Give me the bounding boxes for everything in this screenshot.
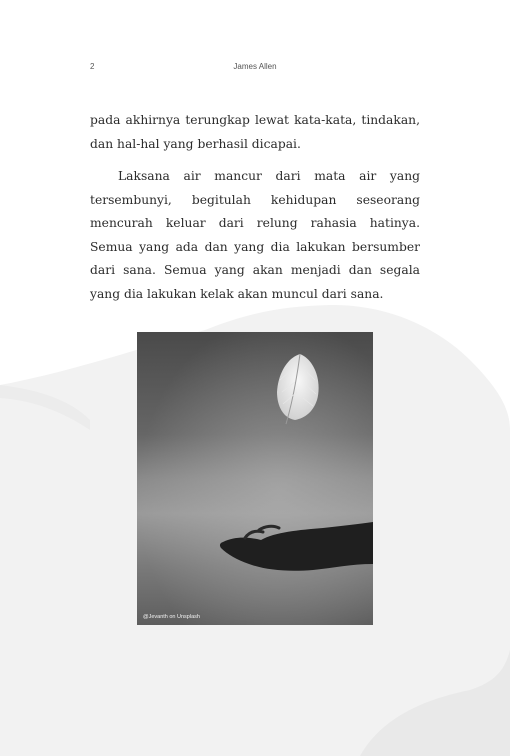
running-head-author: James Allen [233,62,277,71]
paragraph-2: Laksana air mancur dari mata air yang tersembunyi, begitulah kehidupan seseorang mencurah keluar dari relung rahasia hatinya. Semua yang ada dan yang dia lakukan bersumber dari sana. Semua yang akan menjadi dan segala yang dia lakukan kelak akan muncul dari sana. [90,169,420,301]
page-number: 2 [90,62,95,71]
paragraph-1: pada akhirnya terungkap lewat kata-kata, tindakan, dan hal-hal yang berhasil dicapai. [90,113,420,151]
body-text [90,109,420,306]
page-header [90,62,420,76]
photo-credit: @Jevanth on Unsplash [143,614,200,620]
feather-hand-photo [137,332,373,625]
